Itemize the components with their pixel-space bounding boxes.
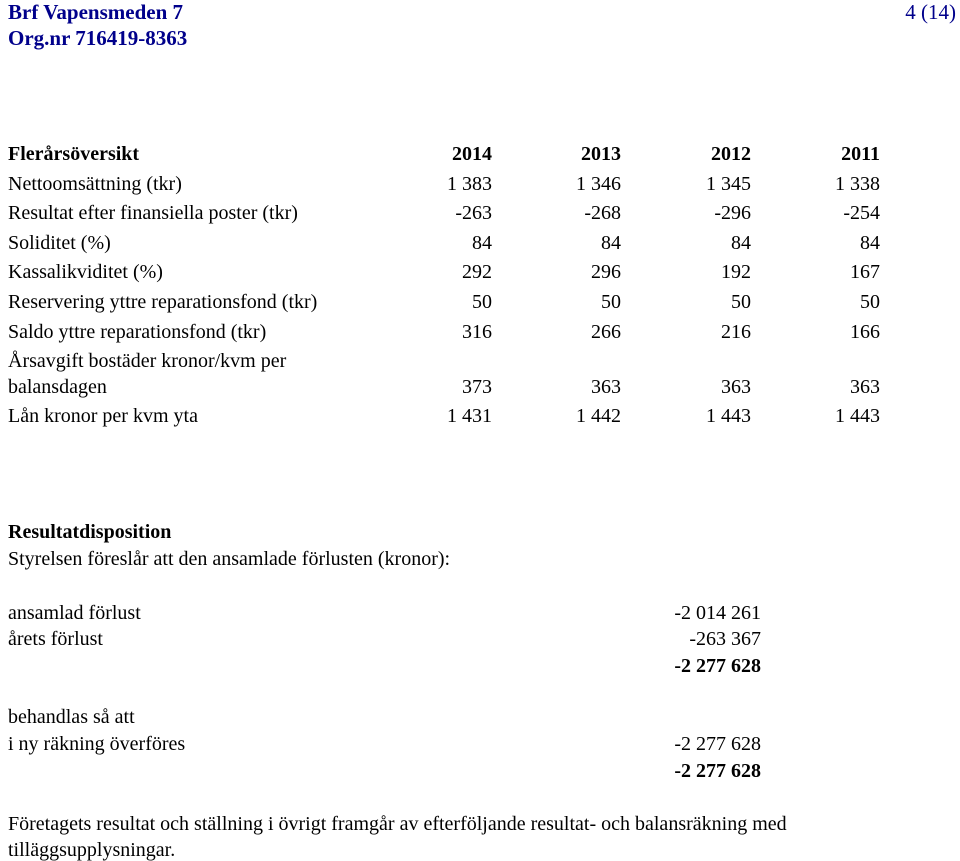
footer-text-line2: tilläggsupplysningar.	[8, 839, 176, 861]
row-label: Resultat efter finansiella poster (tkr)	[8, 202, 298, 224]
cell-value: 363	[591, 376, 621, 398]
cell-value: 316	[462, 321, 492, 343]
disposition-value: -2 014 261	[674, 602, 761, 624]
company-name: Brf Vapensmeden 7	[8, 0, 184, 24]
row-label: Årsavgift bostäder kronor/kvm per	[8, 350, 287, 372]
cell-value: 1 346	[576, 173, 621, 195]
cell-value: 1 442	[576, 405, 621, 427]
cell-value: 1 338	[835, 173, 880, 195]
row-label: Reservering yttre reparationsfond (tkr)	[8, 291, 318, 313]
row-label: Kassalikviditet (%)	[8, 261, 163, 283]
cell-value: -296	[714, 202, 751, 224]
cell-value: 84	[472, 232, 492, 254]
cell-value: 266	[591, 321, 621, 343]
cell-value: -263	[455, 202, 492, 224]
cell-value: 1 383	[447, 173, 492, 195]
disposition-label: ansamlad förlust	[8, 602, 141, 624]
year-header: 2014	[452, 143, 492, 165]
row-label: Nettoomsättning (tkr)	[8, 173, 182, 195]
cell-value: 84	[601, 232, 621, 254]
row-label: Soliditet (%)	[8, 232, 111, 254]
disposition-value: -263 367	[689, 628, 761, 650]
cell-value: 296	[591, 261, 621, 283]
cell-value: 363	[850, 376, 880, 398]
year-header: 2013	[581, 143, 621, 165]
cell-value: 292	[462, 261, 492, 283]
cell-value: -254	[843, 202, 880, 224]
year-header: 2012	[711, 143, 751, 165]
cell-value: -268	[584, 202, 621, 224]
disposition-label: årets förlust	[8, 628, 103, 650]
disposition-subtotal: -2 277 628	[674, 655, 761, 677]
disposition-total: -2 277 628	[674, 760, 761, 782]
cell-value: 363	[721, 376, 751, 398]
carry-forward-label: i ny räkning överföres	[8, 733, 186, 755]
cell-value: 50	[601, 291, 621, 313]
page-number: 4 (14)	[905, 0, 956, 24]
cell-value: 1 431	[447, 405, 492, 427]
disposition-title: Resultatdisposition	[8, 521, 172, 543]
cell-value: 167	[850, 261, 880, 283]
carry-forward-value: -2 277 628	[674, 733, 761, 755]
org-number: Org.nr 716419-8363	[8, 26, 188, 50]
cell-value: 50	[731, 291, 751, 313]
cell-value: 166	[850, 321, 880, 343]
row-label: Saldo yttre reparationsfond (tkr)	[8, 321, 267, 343]
treated-label: behandlas så att	[8, 706, 135, 728]
cell-value: 192	[721, 261, 751, 283]
year-header: 2011	[841, 143, 880, 165]
cell-value: 84	[860, 232, 880, 254]
cell-value: 1 443	[706, 405, 751, 427]
row-label: balansdagen	[8, 376, 107, 398]
row-label: Lån kronor per kvm yta	[8, 405, 198, 427]
cell-value: 50	[472, 291, 492, 313]
disposition-intro: Styrelsen föreslår att den ansamlade förlusten (kronor):	[8, 548, 451, 570]
cell-value: 216	[721, 321, 751, 343]
cell-value: 373	[462, 376, 492, 398]
cell-value: 1 443	[835, 405, 880, 427]
cell-value: 1 345	[706, 173, 751, 195]
cell-value: 50	[860, 291, 880, 313]
cell-value: 84	[731, 232, 751, 254]
footer-text-line1: Företagets resultat och ställning i övrigt framgår av efterföljande resultat- och balansräkning med	[8, 813, 787, 835]
overview-title: Flerårsöversikt	[8, 143, 140, 165]
